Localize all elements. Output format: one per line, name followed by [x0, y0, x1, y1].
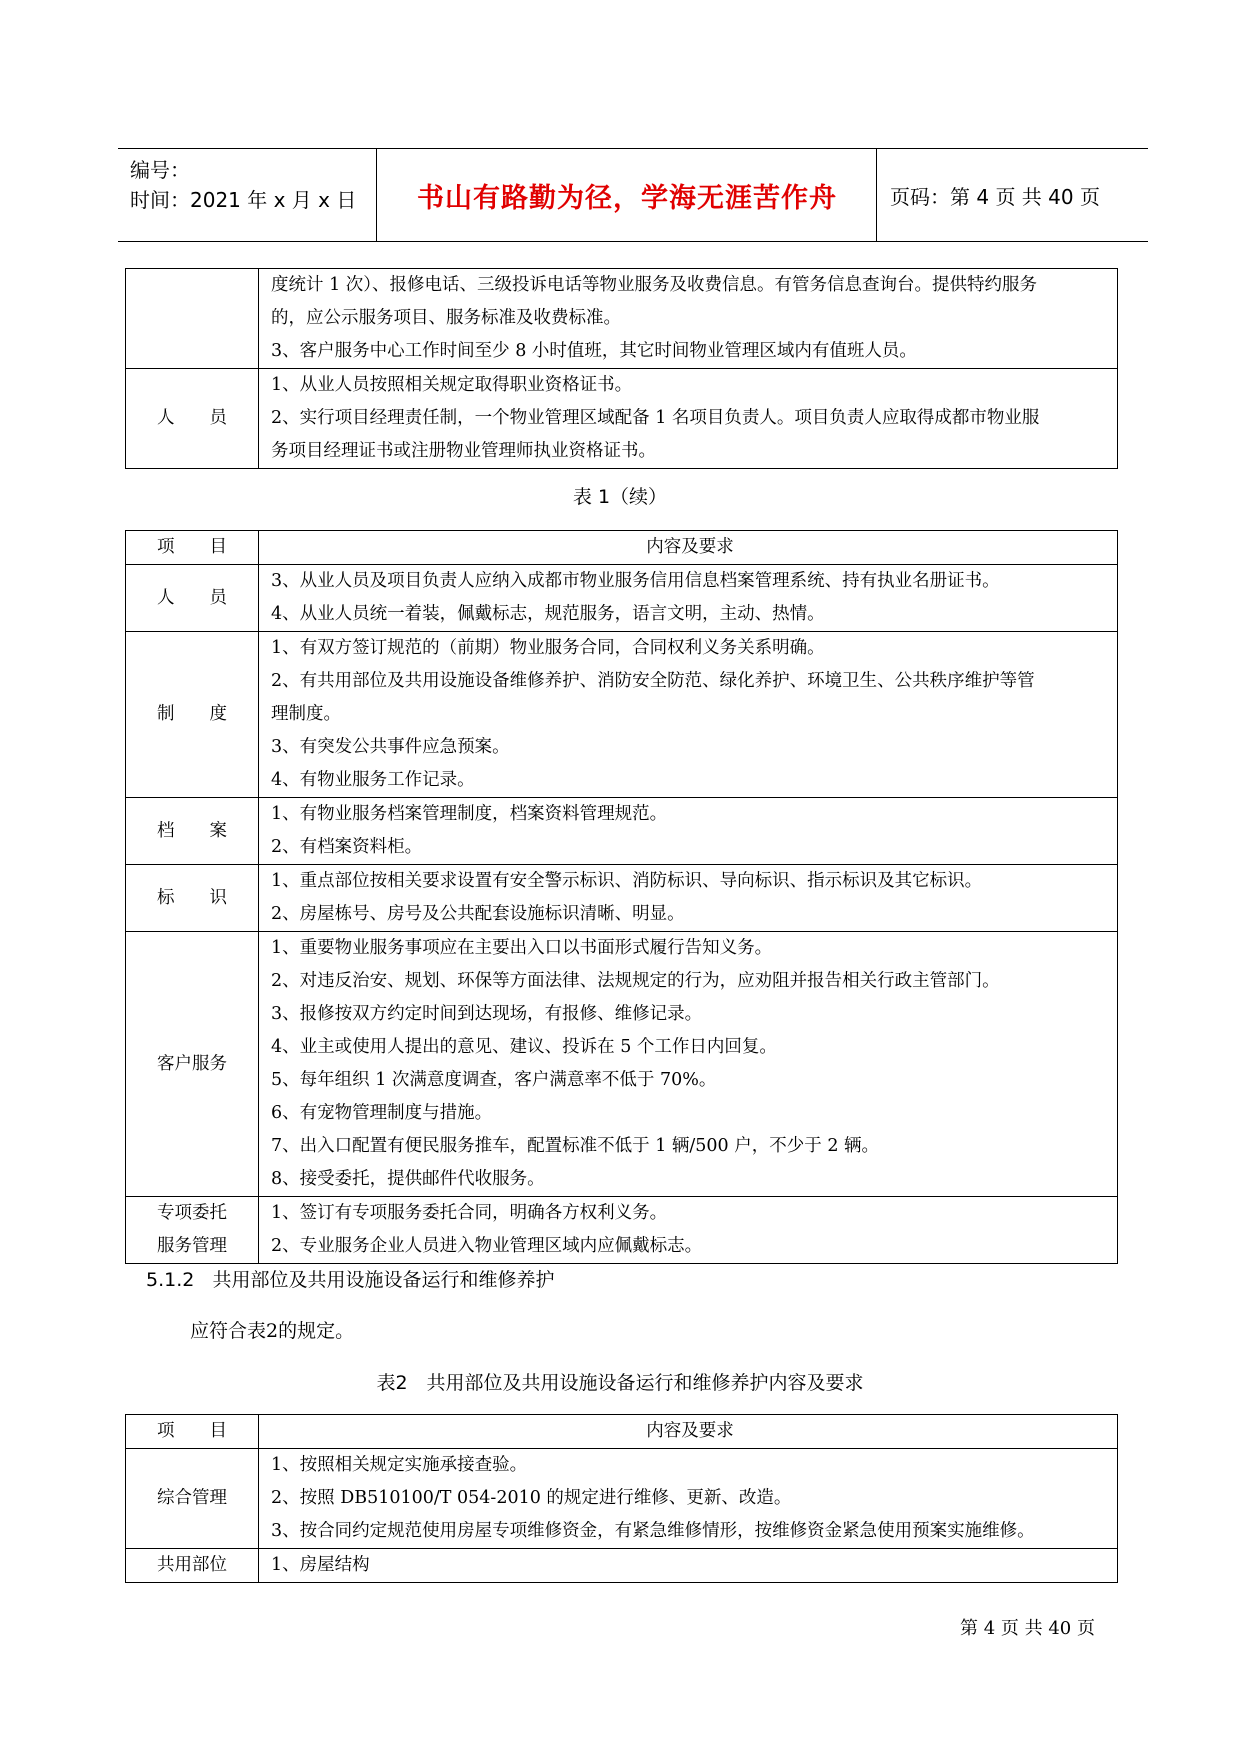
requirement-line: 4、有物业服务工作记录。 — [271, 770, 475, 790]
section-heading — [146, 1265, 555, 1292]
requirement-line: 1、签订有专项服务委托合同，明确各方权利义务。 — [271, 1203, 668, 1223]
requirement-line: 1、有双方签订规范的（前期）物业服务合同，合同权利义务关系明确。 — [271, 638, 825, 658]
row-content — [259, 369, 1118, 469]
section-title: 共用部位及共用设施设备运行和维修养护 — [212, 1269, 555, 1291]
requirement-line: 2、专业服务企业人员进入物业管理区域内应佩戴标志。 — [271, 1236, 703, 1256]
document-number-label: 编号： — [130, 158, 190, 182]
table-row — [126, 632, 1118, 798]
row-label-line: 共用部位 — [157, 1555, 227, 1575]
requirement-line: 4、从业人员统一着装，佩戴标志，规范服务，语言文明，主动、热情。 — [271, 604, 825, 624]
table-row — [126, 369, 1118, 469]
row-label-line: 档 案 — [157, 820, 227, 841]
row-label — [126, 632, 259, 798]
section-number: 5.1.2 — [146, 1269, 195, 1291]
table-row — [126, 1449, 1118, 1549]
requirement-line: 3、有突发公共事件应急预案。 — [271, 737, 510, 757]
requirement-line: 8、接受委托，提供邮件代收服务。 — [271, 1169, 545, 1189]
page-footer: 第 4 页 共 40 页 — [960, 1618, 1095, 1639]
requirement-line: 2、有共用部位及共用设施设备维修养护、消防安全防范、绿化养护、环境卫生、公共秩序维护等管 — [271, 671, 1035, 691]
row-content — [259, 798, 1118, 865]
row-content — [259, 932, 1118, 1197]
requirement-line: 3、从业人员及项目负责人应纳入成都市物业服务信用信息档案管理系统、持有执业名册证书。 — [271, 571, 1000, 591]
row-label — [126, 1449, 259, 1549]
row-content — [259, 269, 1118, 369]
header-left — [130, 149, 380, 241]
table2-caption: 表2 共用部位及共用设施设备运行和维修养护内容及要求 — [376, 1372, 864, 1394]
row-label — [126, 269, 259, 369]
row-content — [259, 565, 1118, 632]
row-label-line: 服务管理 — [157, 1236, 227, 1256]
requirement-line: 7、出入口配置有便民服务推车，配置标准不低于 1 辆/500 户，不少于 2 辆。 — [271, 1136, 880, 1156]
table-header-row — [126, 1415, 1118, 1449]
row-label-line: 标 识 — [157, 887, 227, 908]
row-label — [126, 1549, 259, 1583]
requirement-line: 5、每年组织 1 次满意度调查，客户满意率不低于 70%。 — [271, 1070, 717, 1090]
document-time: 时间：2021 年 x 月 x 日 — [130, 188, 357, 212]
table-row — [126, 269, 1118, 369]
requirement-line: 2、按照 DB510100/T 054-2010 的规定进行维修、更新、改造。 — [271, 1488, 792, 1508]
requirement-line: 2、房屋栋号、房号及公共配套设施标识清晰、明显。 — [271, 904, 685, 924]
row-label — [126, 865, 259, 932]
requirement-line: 2、对违反治安、规划、环保等方面法律、法规规定的行为，应劝阻并报告相关行政主管部门。 — [271, 971, 1000, 991]
header-divider — [376, 149, 377, 241]
row-label — [126, 1197, 259, 1264]
row-label — [126, 369, 259, 469]
row-label — [126, 565, 259, 632]
row-label-line: 人 员 — [157, 408, 227, 428]
continued-table-body — [126, 269, 1118, 469]
header-content: 内容及要求 — [259, 1415, 1118, 1449]
row-label-line: 综合管理 — [157, 1488, 227, 1508]
table1-body — [126, 531, 1118, 1264]
requirement-line: 3、报修按双方约定时间到达现场，有报修、维修记录。 — [271, 1004, 703, 1024]
requirement-line: 理制度。 — [271, 704, 341, 724]
row-label-line: 客户服务 — [157, 1053, 227, 1074]
table-row — [126, 1549, 1118, 1583]
table2-body — [126, 1415, 1118, 1583]
table2 — [125, 1414, 1118, 1583]
row-label-line: 专项委托 — [157, 1203, 227, 1223]
requirement-line: 4、业主或使用人提出的意见、建议、投诉在 5 个工作日内回复。 — [271, 1037, 777, 1057]
row-content — [259, 1449, 1118, 1549]
table-header-row — [126, 531, 1118, 565]
requirement-line: 度统计 1 次）、报修电话、三级投诉电话等物业服务及收费信息。有管务信息查询台。提供特约服务 — [271, 275, 1038, 295]
header-divider — [876, 149, 877, 241]
requirement-line: 务项目经理证书或注册物业管理师执业资格证书。 — [271, 441, 656, 461]
row-label — [126, 798, 259, 865]
header-page-info: 页码：第 4 页 共 40 页 — [890, 184, 1100, 209]
requirement-line: 1、重要物业服务事项应在主要出入口以书面形式履行告知义务。 — [271, 938, 773, 958]
requirement-line: 1、房屋结构 — [271, 1555, 370, 1575]
row-label — [126, 932, 259, 1197]
requirement-line: 3、客户服务中心工作时间至少 8 小时值班，其它时间物业管理区域内有值班人员。 — [271, 341, 917, 361]
header-motto: 书山有路勤为径，学海无涯苦作舟 — [417, 182, 837, 214]
body-paragraph: 应符合表2的规定。 — [190, 1320, 355, 1342]
row-content — [259, 1197, 1118, 1264]
header-item: 项 目 — [126, 1415, 259, 1449]
requirement-line: 1、从业人员按照相关规定取得职业资格证书。 — [271, 375, 633, 395]
row-label-line: 人 员 — [157, 587, 227, 608]
continued-table — [125, 268, 1118, 469]
requirement-line: 1、按照相关规定实施承接查验。 — [271, 1455, 528, 1475]
table1 — [125, 530, 1118, 1264]
table-row — [126, 932, 1118, 1197]
requirement-line: 1、有物业服务档案管理制度，档案资料管理规范。 — [271, 804, 668, 824]
table-row — [126, 798, 1118, 865]
page-header — [118, 148, 1148, 242]
requirement-line: 6、有宠物管理制度与措施。 — [271, 1103, 493, 1123]
requirement-line: 3、按合同约定规范使用房屋专项维修资金，有紧急维修情形，按维修资金紧急使用预案实施维修。 — [271, 1521, 1035, 1541]
table-row — [126, 865, 1118, 932]
header-content: 内容及要求 — [259, 531, 1118, 565]
row-content — [259, 632, 1118, 798]
table-row — [126, 1197, 1118, 1264]
row-content — [259, 1549, 1118, 1583]
requirement-line: 2、实行项目经理责任制，一个物业管理区域配备 1 名项目负责人。项目负责人应取得成都市物业服 — [271, 408, 1040, 428]
row-content — [259, 865, 1118, 932]
requirement-line: 的，应公示服务项目、服务标准及收费标准。 — [271, 308, 621, 328]
requirement-line: 2、有档案资料柜。 — [271, 837, 423, 857]
header-item: 项 目 — [126, 531, 259, 565]
table-row — [126, 565, 1118, 632]
table1-caption: 表 1（续） — [572, 486, 668, 508]
row-label-line: 制 度 — [157, 704, 227, 724]
requirement-line: 1、重点部位按相关要求设置有安全警示标识、消防标识、导向标识、指示标识及其它标识。 — [271, 871, 983, 891]
